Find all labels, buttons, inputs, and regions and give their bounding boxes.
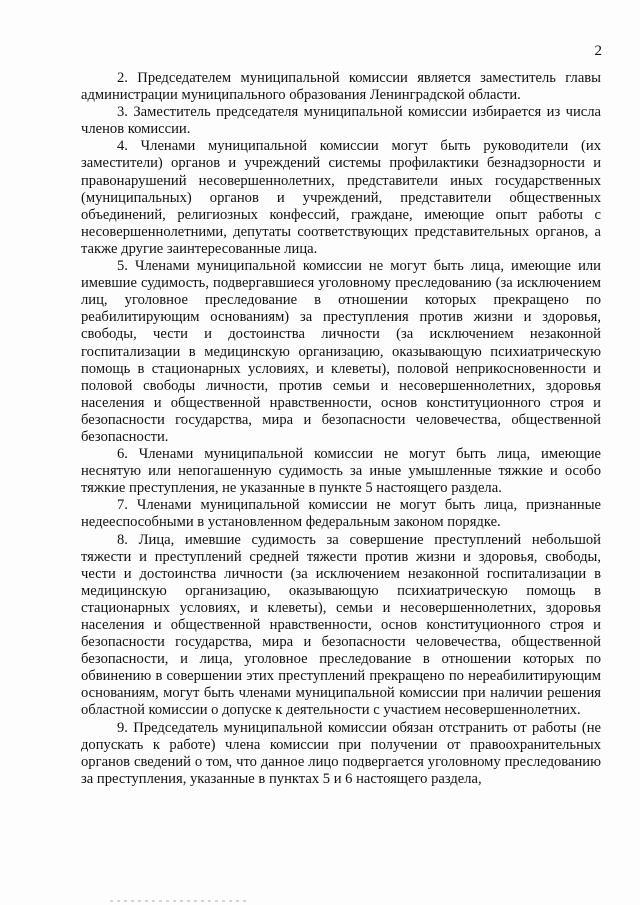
paragraph-3: 3. Заместитель председателя муниципальной комиссии избирается из числа членов комиссии. [81, 104, 601, 138]
page-number: 2 [594, 43, 602, 59]
paragraph-9: 9. Председатель муниципальной комиссии обязан отстранить от работы (не допускать к работе) члена комиссии при получении от правоохранительных органов сведений о том, что данное лицо подвергается уголовному преследованию за преступления, указанные в пунктах 5 и 6 настоящего раздела, [81, 719, 601, 787]
paragraph-6: 6. Членами муниципальной комиссии не могут быть лица, имеющие неснятую или непогашенную судимость за иные умышленные тяжкие и особо тяжкие преступления, не указанные в пункте 5 настоящего раздела. [81, 446, 601, 497]
document-body [81, 70, 601, 788]
paragraph-5: 5. Членами муниципальной комиссии не могут быть лица, имеющие или имевшие судимость, подвергавшиеся уголовному преследованию (за исключением лиц, уголовное преследование в отношении которых прекращено по реабилитирующим основаниям) за преступления против жизни и здоровья, свободы, чести и достоинства личности (за исключением незаконной госпитализации в медицинскую организацию, оказывающую психиатрическую помощь в стационарных условиях, и клеветы), половой неприкосновенности и половой свободы личности, против семьи и несовершеннолетних, здоровья населения и общественной нравственности, основ конституционного строя и безопасности государства, мира и безопасности человечества, общественной безопасности. [81, 258, 601, 445]
paragraph-2: 2. Председателем муниципальной комиссии является заместитель главы администрации муниципального образования Ленинградской области. [81, 70, 601, 104]
paragraph-7: 7. Членами муниципальной комиссии не могут быть лица, признанные недееспособными в установленном федеральным законом порядке. [81, 497, 601, 531]
scan-edge-artifact [110, 900, 250, 902]
paragraph-4: 4. Членами муниципальной комиссии могут быть руководители (их заместители) органов и учреждений системы профилактики безнадзорности и правонарушений несовершеннолетних, представители иных государственных (муниципальных) органов и учреждений, представители общественных объединений, религиозных конфессий, граждане, имеющие опыт работы с несовершеннолетними, депутаты соответствующих представительных органов, а также другие заинтересованные лица. [81, 138, 601, 257]
paragraph-8: 8. Лица, имевшие судимость за совершение преступлений небольшой тяжести и преступлений средней тяжести против жизни и здоровья, свободы, чести и достоинства личности (за исключением незаконной госпитализации в медицинскую организацию, оказывающую психиатрическую помощь в стационарных условиях, и клеветы), семьи и несовершеннолетних, здоровья населения и общественной нравственности, основ конституционного строя и безопасности государства, мира и безопасности человечества, общественной безопасности, и лица, уголовное преследование в отношении которых по обвинению в совершении этих преступлений прекращено по нереабилитирующим основаниям, могут быть членами муниципальной комиссии при наличии решения областной комиссии о допуске к деятельности с участием несовершеннолетних. [81, 531, 601, 719]
